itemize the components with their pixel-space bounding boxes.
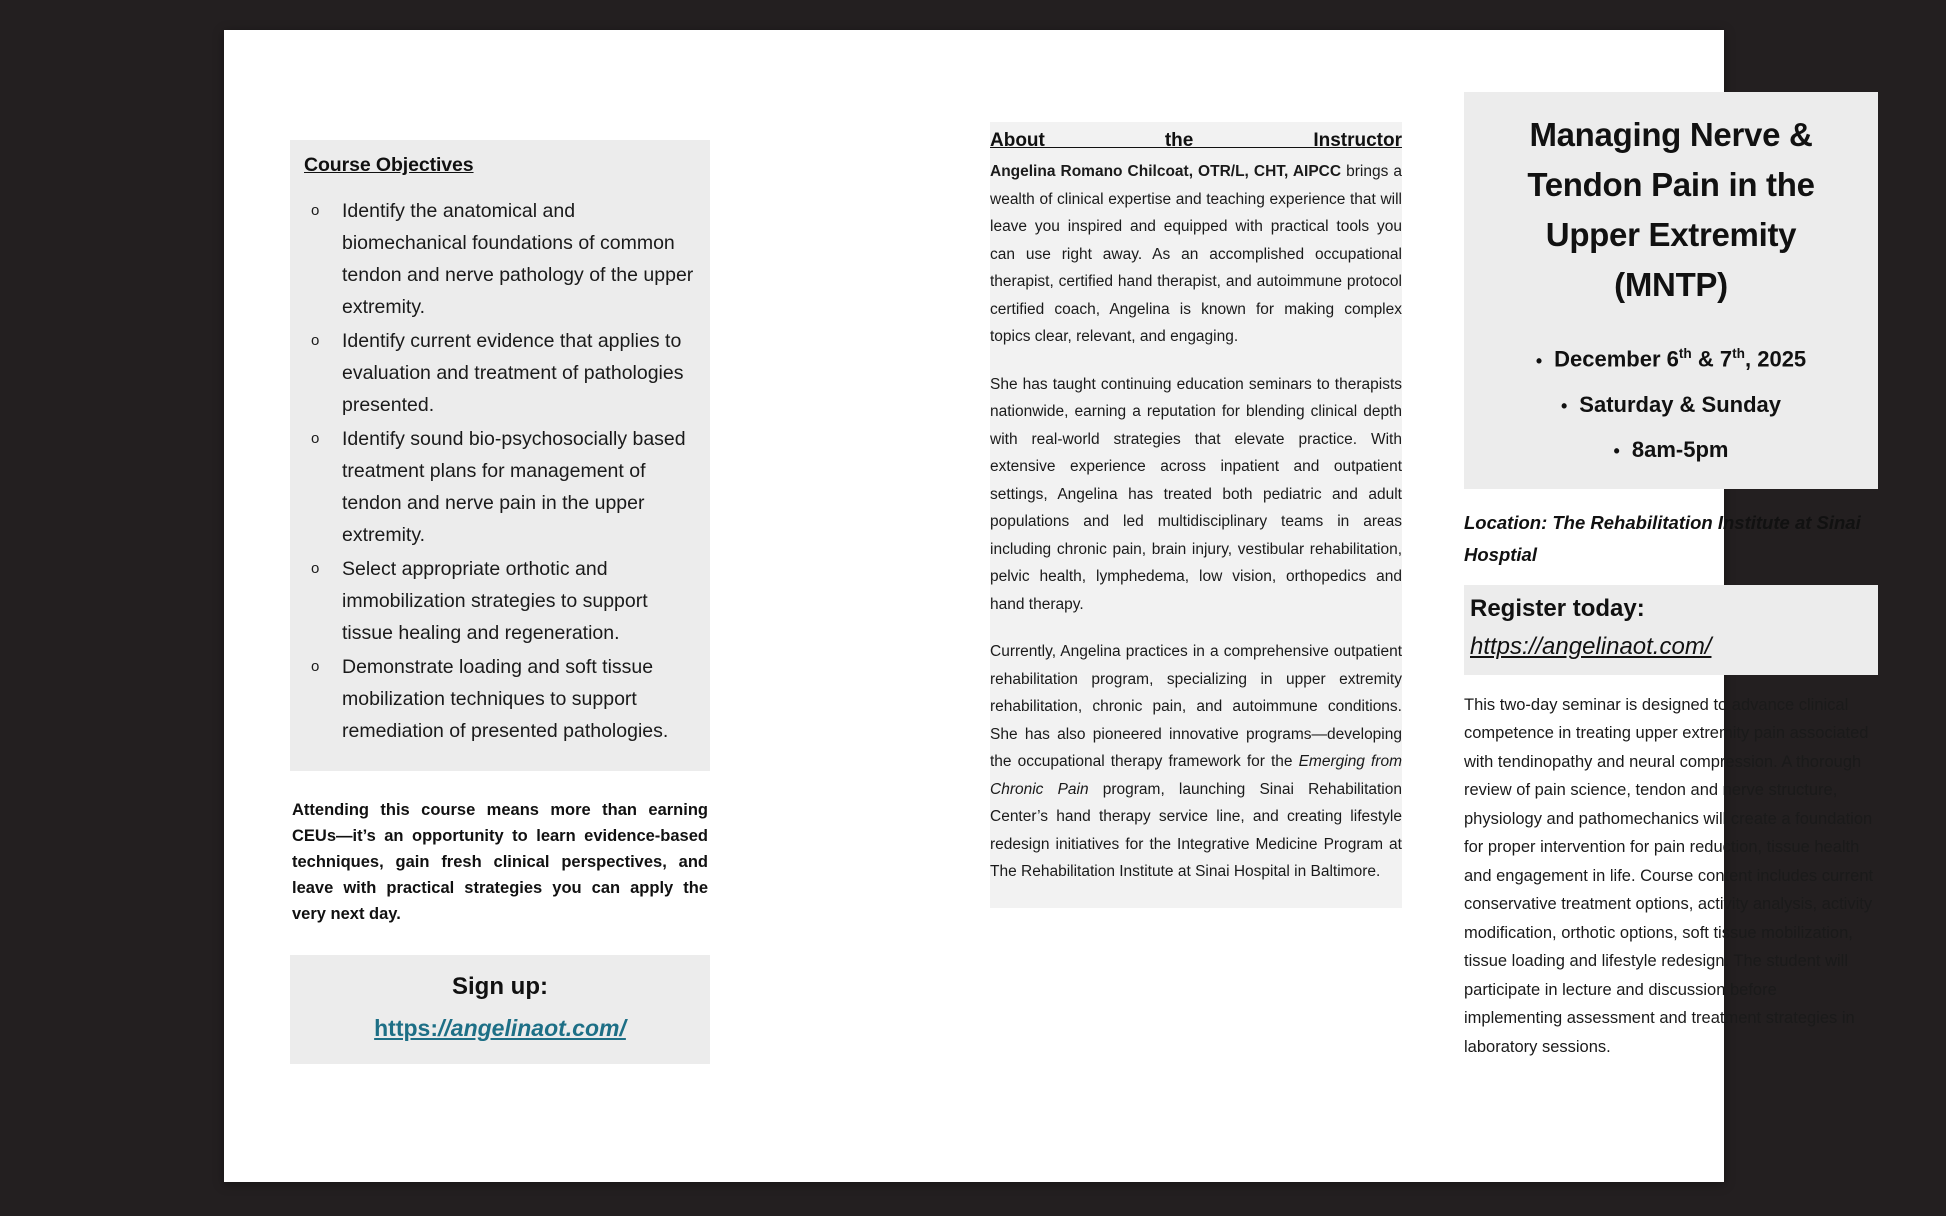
signup-link[interactable] xyxy=(374,1015,626,1042)
program-name-italic: Emerging from Chronic Pain xyxy=(990,753,1402,798)
instructor-paragraph-1-rest: brings a wealth of clinical expertise and teaching experience that will leave you inspired and equipped with practical tools you can use right away. As an accomplished occupational therapist, certified hand therapist, and autoimmune protocol certified coach, Angelina is known for making complex topics clear, relevant, and engaging. xyxy=(990,163,1403,345)
signup-box xyxy=(290,955,710,1064)
date-ordinal-2: th xyxy=(1732,346,1745,361)
list-item xyxy=(300,423,700,551)
list-item xyxy=(300,553,700,649)
list-item xyxy=(300,195,700,323)
course-objectives-list xyxy=(300,195,700,747)
bullet-dot-icon: • xyxy=(1535,350,1543,371)
signup-link-prefix: https: xyxy=(374,1015,438,1041)
course-details-column xyxy=(1464,92,1878,1061)
list-bullet-icon: o xyxy=(311,430,320,447)
date-amp: & 7 xyxy=(1691,346,1733,372)
title-line-1: Managing Nerve & xyxy=(1529,116,1813,153)
about-instructor-heading: About the Instructor xyxy=(990,130,1402,151)
register-box xyxy=(1464,585,1878,675)
title-line-4: (MNTP) xyxy=(1614,266,1728,303)
instructor-paragraph-2: She has taught continuing education seminars to therapists nationwide, earning a reputation for blending clinical depth with real-world strategies that elevate practice. With extensive experience across inpatient and outpatient settings, Angelina has treated both pediatric and adult populations and led multidisciplinary teams in areas including chronic pain, brain injury, vestibular rehabilitation, pelvic health, lymphedema, low vision, orthopedics and hand therapy. xyxy=(990,375,1402,613)
objective-text: Identify the anatomical and biomechanical foundations of common tendon and nerve pathology of the upper extremity. xyxy=(342,200,694,318)
register-title: Register today: xyxy=(1470,594,1645,622)
objective-text: Demonstrate loading and soft tissue mobilization techniques to support remediation of presented pathologies. xyxy=(342,656,669,742)
date-year: , 2025 xyxy=(1745,346,1807,372)
list-item xyxy=(300,325,700,421)
instructor-paragraph-3-b: program, launching Sinai Rehabilitation Center’s hand therapy service line, and creating lifestyle redesign initiatives for the Integrative Medicine Program at The Rehabilitation Institute at Sinai Hospital in Baltimore. xyxy=(990,780,1402,880)
course-objectives-column xyxy=(290,140,710,1064)
signup-link-rest: //angelinaot.com/ xyxy=(438,1015,626,1041)
instructor-column xyxy=(990,122,1402,908)
list-item xyxy=(300,651,700,747)
flyer-page xyxy=(224,30,1874,1182)
bullet-dot-icon: • xyxy=(1560,395,1568,416)
course-description: This two-day seminar is designed to advance clinical competence in treating upper extremity pain associated with tendinopathy and neural compression. A thorough review of pain science, tendon and nerve structure, physiology and pathomechanics will create a foundation for proper intervention for pain reduction, tissue health and engagement in life. Course content includes current conservative treatment options, activity analysis, activity modification, orthotic options, soft tissue mobilization, tissue loading and lifestyle redesign. The student will participate in lecture and discussion before implementing assessment and treatment strategies in laboratory sessions. xyxy=(1464,695,1874,1056)
schedule-days xyxy=(1478,383,1864,428)
register-link[interactable]: https://angelinaot.com/ xyxy=(1470,632,1712,660)
objective-text: Identify current evidence that applies to evaluation and treatment of pathologies presented. xyxy=(342,330,684,416)
instructor-box xyxy=(990,122,1402,908)
title-line-3: Upper Extremity xyxy=(1545,216,1797,253)
date-ordinal-1: th xyxy=(1678,346,1692,361)
list-bullet-icon: o xyxy=(311,658,320,675)
title-line-2: Tendon Pain in the xyxy=(1527,166,1815,203)
instructor-paragraph-3 xyxy=(990,638,1402,886)
course-objectives-box xyxy=(290,140,710,771)
instructor-name: Angelina Romano Chilcoat, OTR/L, CHT, AIPCC xyxy=(990,163,1342,180)
list-bullet-icon: o xyxy=(311,202,320,219)
course-objectives-title: Course Objectives xyxy=(304,154,474,176)
date-day: December 6 xyxy=(1554,346,1679,372)
instructor-paragraph-1 xyxy=(990,158,1402,351)
schedule-time xyxy=(1478,428,1864,473)
schedule-list xyxy=(1478,332,1864,473)
signup-title: Sign up: xyxy=(452,973,548,1000)
instructor-paragraph-3-a: Currently, Angelina practices in a comprehensive outpatient rehabilitation program, specializing in upper extremity rehabilitation, chronic pain, and autoimmune conditions. She has also pioneered innovative programs—developing the occupational therapy framework for the xyxy=(990,643,1402,770)
title-box xyxy=(1464,92,1878,489)
schedule-date xyxy=(1478,332,1864,383)
page-title xyxy=(1478,110,1864,310)
list-bullet-icon: o xyxy=(311,332,320,349)
days-text: Saturday & Sunday xyxy=(1579,391,1782,417)
attending-paragraph: Attending this course means more than earning CEUs—it’s an opportunity to learn evidence-based techniques, gain fresh clinical perspectives, and leave with practical strategies you can apply the very next day. xyxy=(292,801,708,923)
objective-text: Select appropriate orthotic and immobilization strategies to support tissue healing and regeneration. xyxy=(342,558,648,644)
location-text: Location: The Rehabilitation Institute at Sinai Hosptial xyxy=(1464,511,1861,565)
bullet-dot-icon: • xyxy=(1613,440,1620,461)
objective-text: Identify sound bio-psychosocially based treatment plans for management of tendon and nerve pain in the upper extremity. xyxy=(342,428,686,546)
time-text: 8am-5pm xyxy=(1631,436,1729,462)
list-bullet-icon: o xyxy=(311,560,320,577)
